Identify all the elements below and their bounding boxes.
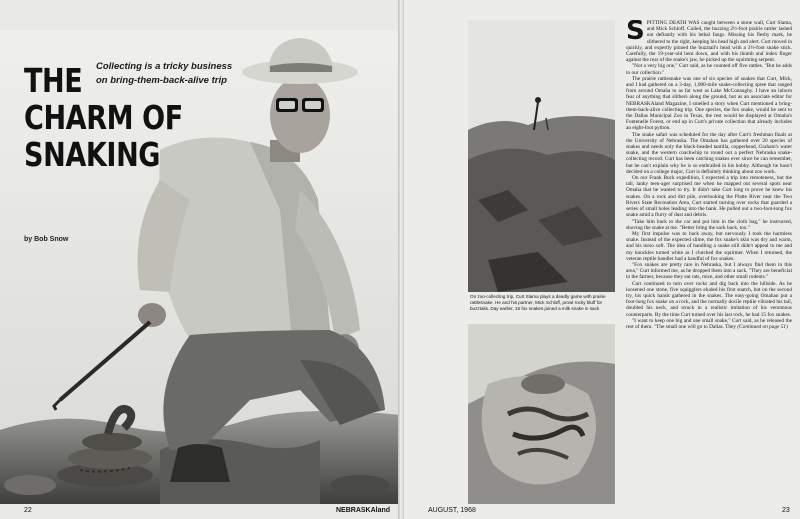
body-text: "I want to keep one big and one small snake," Curt said, as he released the rest of them. "The small one will go to Dallas. They [626, 317, 792, 330]
headline-line: THE [24, 61, 83, 100]
body-paragraph: On our Frank Buck expedition, I expected a trip into remoteness, but the tall, lanky teen-ager surprised me when he mapped out several spots near Omaha that he wanted to try. It didn't take Curt long to prove he knew his snakes. On a rock and dirt pile, overlooking the Platte River near the Two Rivers State Recreation Area, Curt started turning over rocks that guarded a series of small holes leading into the bank. He pulled out a two-foot-long fox snake amid a flurry of dust and debris. [626, 175, 792, 219]
photo-caption: On zoo-collecting trip, Curt Slama plays a deadly game with prairie rattlesnake. He and his partner, Mick Schloff, prowl rocky bluff for buzztails. Day earlier, 15 fox snakes joined a milk snake in sack [468, 292, 616, 314]
article-dek [96, 60, 256, 88]
page-number-right: 23 [782, 507, 790, 514]
body-paragraph: "Take him back to the car and put him in the cloth bag," he instructed, shoving the snake at me. "Better bring the sack back, too." [626, 218, 792, 231]
dek-line: on bring-them-back-alive trip [96, 75, 227, 86]
photo-rocky-bluff [468, 20, 615, 308]
continued-note: (Continued on page 51) [737, 323, 788, 330]
body-paragraph: My first impulse was to back away, but nervously I took the harmless snake. Instead of the expected slime, the fox snake's skin was dry and warm, and his torso soft. The idea of handling a snake still didn't appeal to me and my knuckles turned white as I clutched the squirmer. When I returned, the veteran reptile handler had a handful of fox snakes. [626, 230, 792, 262]
right-page [404, 0, 800, 519]
body-paragraph [626, 20, 792, 63]
issue-date: AUGUST, 1968 [428, 507, 476, 514]
article-body [626, 20, 792, 502]
body-paragraph: "Not a very big one," Curt said, as he counted off five rattles. "But he adds to our collection." [626, 63, 792, 76]
headline-line: CHARM OF [24, 98, 183, 137]
body-text: PITTING DEATH WAS caught between a stone wall, Curt Slama, and Mick Schloff. Coiled, the buzzing 2½-foot prairie rattler lashed out defiantly with his lethal fangs. Missing his fleshy mark, he slithered to the right, keeping his head high and alert. Curt moved in quickly, and expertly pinned the buzztail's head with a 3½-foot snake stick. Carefully, the 19-year-old bent down, and with his thumb and index finger against the rear of the snake's jaw, he picked up the squirming serpent. [626, 20, 792, 64]
body-paragraph: The prairie rattlesnake was one of six species of snakes that Curt, Mick, and I had gathered on a 3-day, 1,000-mile snake-collecting spree that ranged from around Omaha to as far west as Lake McConaughy. I have an inborn fear of anything that slithers along the ground, but as an associate editor for NEBRASKAland Magazine, I smelled a story when Curt mentioned a bring-them-back-alive collecting trip. One species, the fox snake, would be sent to the Dallas Municipal Zoo in Texas, the rest would be displayed at Omaha's Fontenelle Forest, or end up in Curt's private collection that already includes an eight-foot python. [626, 75, 792, 132]
dek-line: Collecting is a tricky business [96, 61, 233, 72]
drop-cap: S [626, 20, 645, 46]
byline: by Bob Snow [24, 236, 69, 243]
page-number-left: 22 [24, 507, 32, 514]
body-paragraph [626, 318, 792, 330]
headline-line: SNAKING [24, 135, 161, 174]
magazine-name: NEBRASKAland [336, 507, 391, 514]
photo-snake-sack [468, 324, 615, 504]
body-paragraph: The snake safari was scheduled for the day after Curt's freshman finals at the University of Nebraska. The Omahan has gathered over 20 species of snakes and needs only the black-headed tantilla, copperhead, Graham's water snake, and the western coachwhip to round out a perfect Nebraska snake-collecting record. Curt has been catching snakes ever since he can remember, but he can't explain why he is so enthralled in his hobby. Although he hasn't decided on a college major, Curt is definitely thinking about zoo work. [626, 131, 792, 175]
body-paragraph: Curt continued to turn over rocks and dig back into the hillside. As he loosened one stone, five squigglers eluded his first snatch, but on the second try, his quick hands gathered in the snakes. The easy-going Omahan put a foot-long fox snake on a rock, and the normally docile reptile vibrated his tail, doubled his neck, and struck in a realistic imitation of his venomous counterparts. By the time Curt turned over his last rock, he had 15 fox snakes. [626, 280, 792, 318]
body-paragraph: "Fox snakes are pretty rare in Nebraska, but I always find them in this area," Curt informed me, as he dropped them into a sack. "They are beneficial to the farmer, because they eat rats, mice, and other small rodents." [626, 261, 792, 281]
